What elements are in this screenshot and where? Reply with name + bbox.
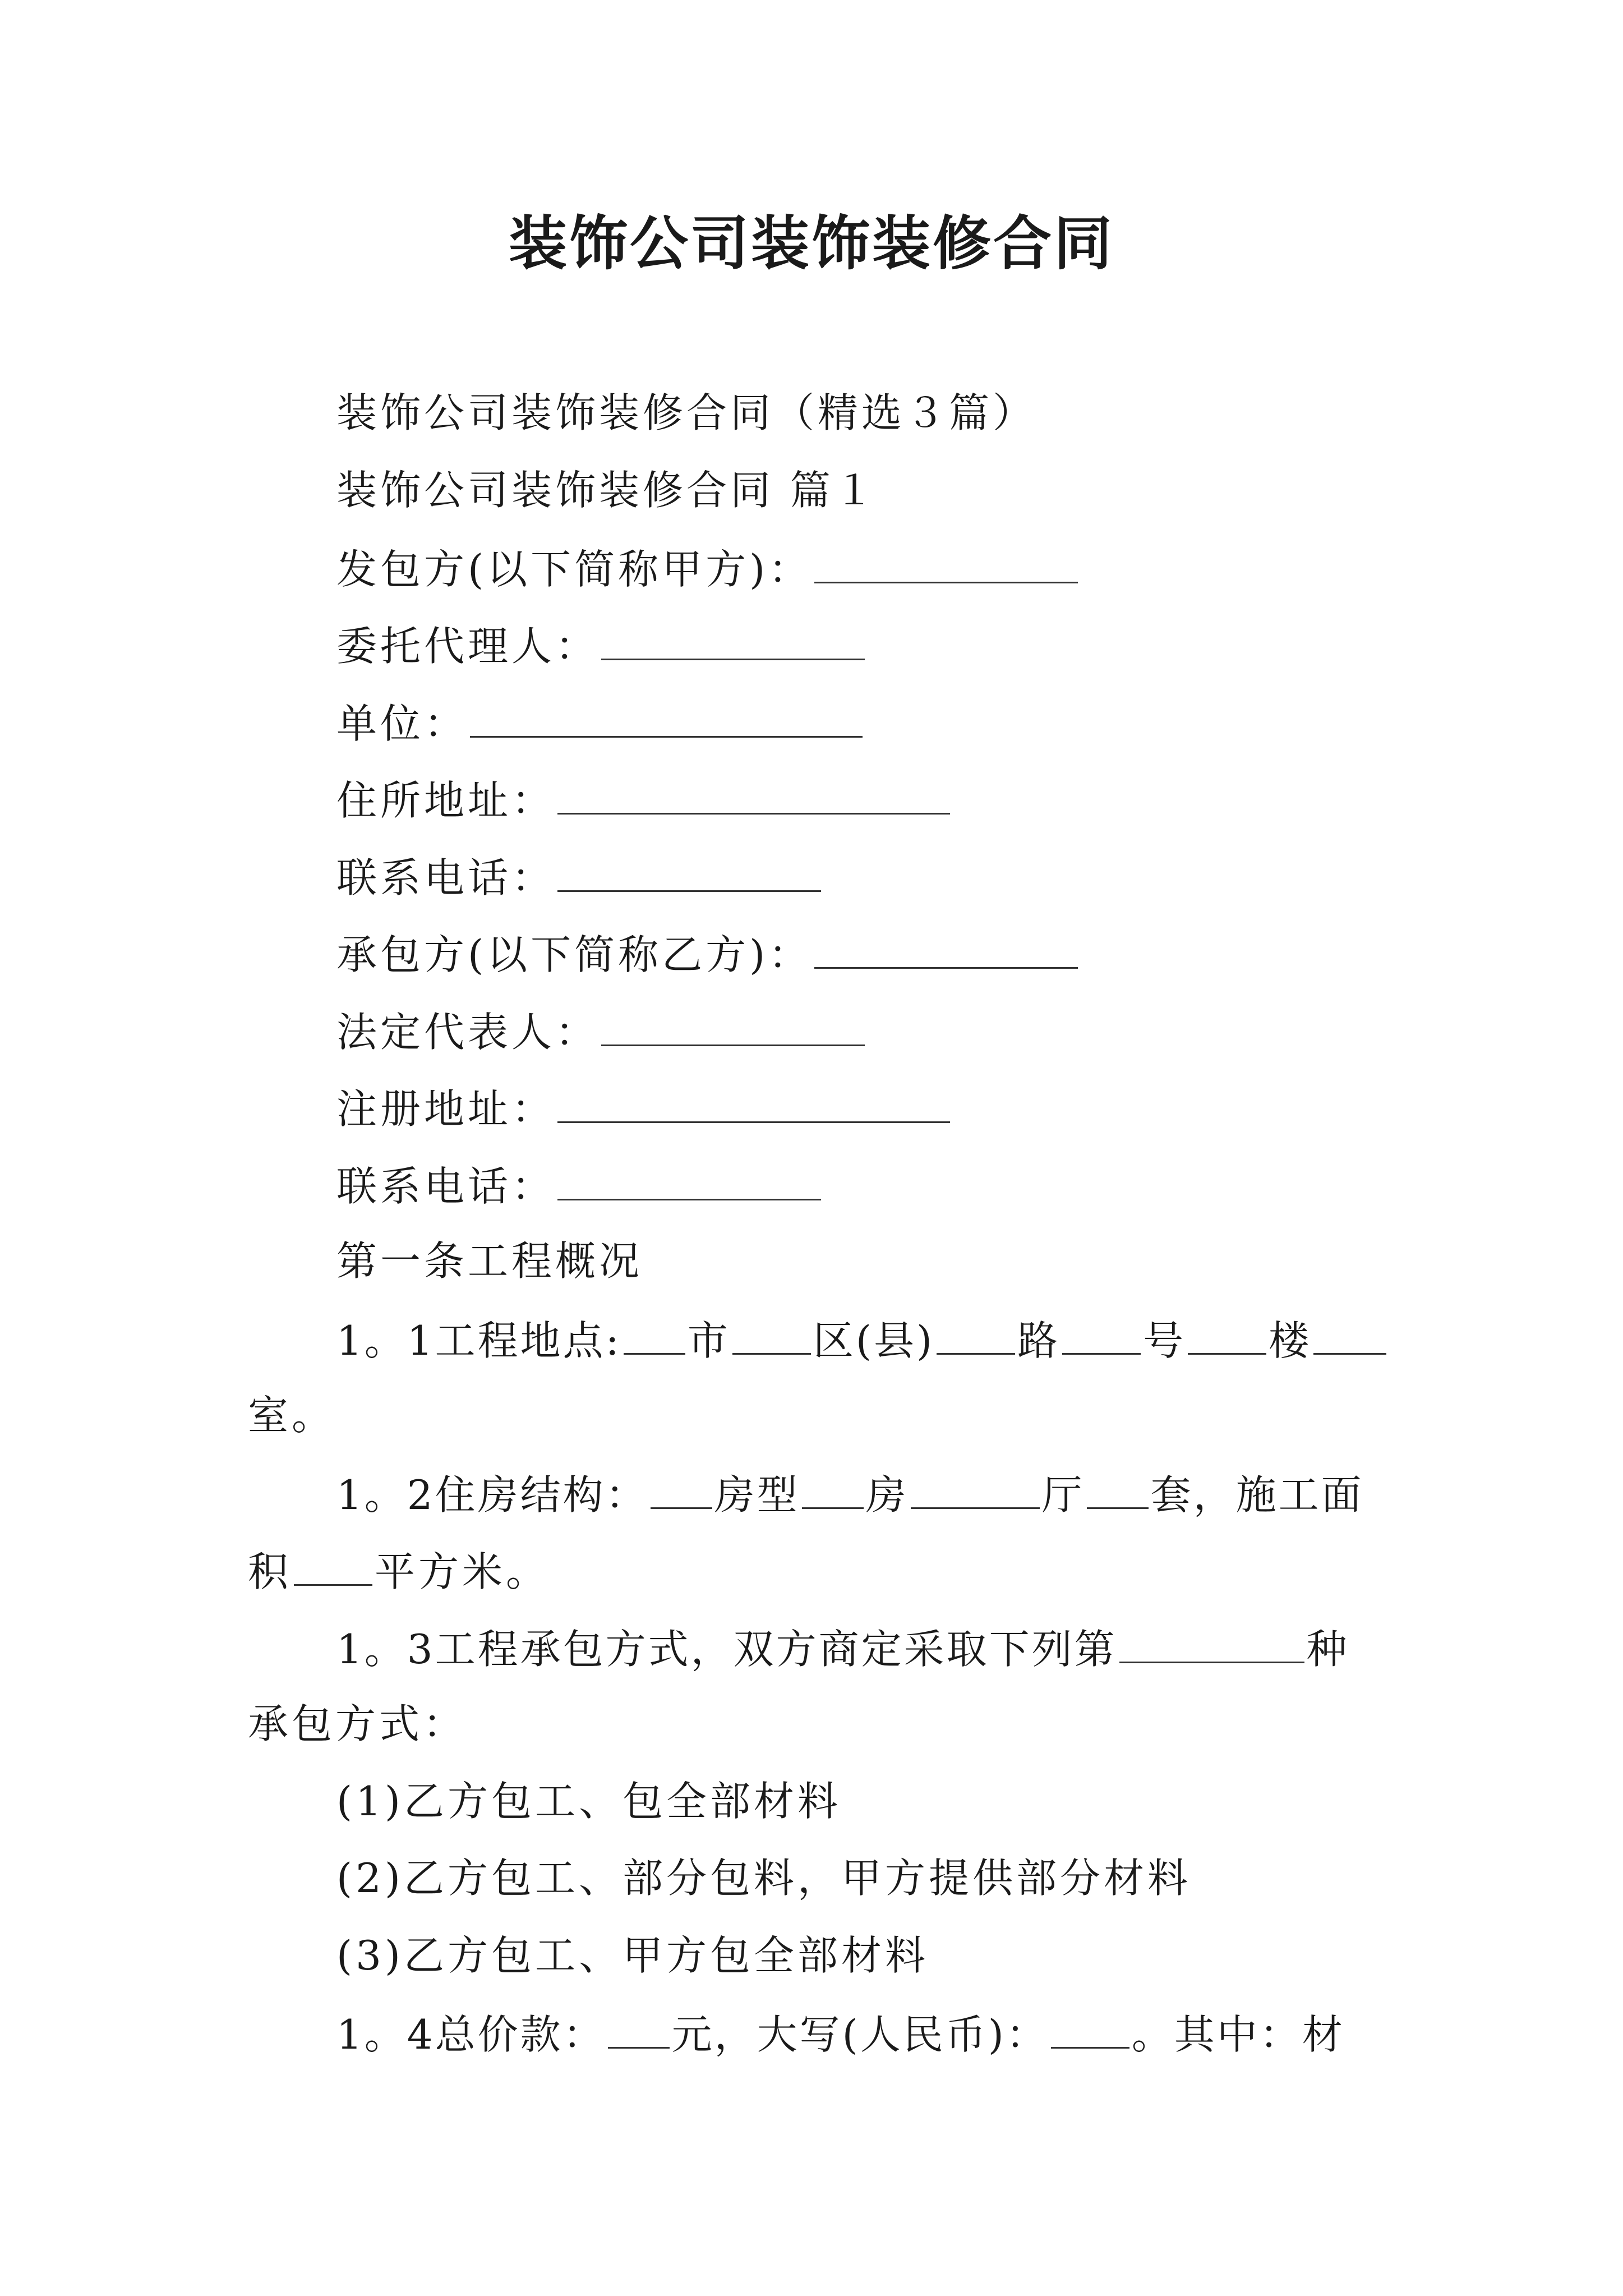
clause-1-2-line1 bbox=[336, 1471, 1380, 1519]
type-blank[interactable] bbox=[651, 1473, 712, 1509]
clause-1-1-line2: 室。 bbox=[248, 1392, 336, 1439]
suite-blank[interactable] bbox=[1087, 1473, 1149, 1509]
clause-1-4-line1 bbox=[336, 2011, 1380, 2058]
clause-1-2-prefix: 1。2住房结构： bbox=[336, 1471, 648, 1519]
party-a-line bbox=[336, 546, 1080, 593]
type-label: 房型 bbox=[714, 1471, 800, 1519]
unit-blank[interactable] bbox=[470, 701, 863, 738]
phone-b-blank[interactable] bbox=[557, 1164, 821, 1200]
clause-1-3-text: 1。3工程承包方式，双方商定采取下列第 bbox=[336, 1626, 1117, 1673]
phone-a-label: 联系电话： bbox=[336, 854, 556, 901]
road-blank[interactable] bbox=[937, 1318, 1015, 1355]
clause-1-4-tail: 。其中：材 bbox=[1131, 2011, 1345, 2058]
clause-1-1-line1 bbox=[336, 1317, 1380, 1364]
area-unit: 平方米。 bbox=[375, 1548, 550, 1595]
clause-1-3-line1 bbox=[336, 1626, 1380, 1673]
number-label: 号 bbox=[1143, 1317, 1186, 1364]
phone-a-blank[interactable] bbox=[557, 855, 821, 892]
option-2: (2)乙方包工、部分包料，甲方提供部分材料 bbox=[336, 1855, 1191, 1902]
clause-1-4-prefix: 1。4总价款： bbox=[336, 2011, 606, 2058]
option-3: (3)乙方包工、甲方包全部材料 bbox=[336, 1932, 929, 1979]
room-blank[interactable] bbox=[1313, 1318, 1386, 1355]
subtitle: 装饰公司装饰装修合同（精选３篇） bbox=[336, 389, 1037, 436]
party-b-label: 承包方(以下简称乙方)： bbox=[336, 931, 813, 978]
rep-blank[interactable] bbox=[601, 1010, 865, 1046]
area-blank[interactable] bbox=[294, 1549, 372, 1586]
reg-address-line bbox=[336, 1085, 952, 1133]
city-blank[interactable] bbox=[624, 1318, 685, 1355]
clause-1-3-suffix: 种 bbox=[1306, 1626, 1349, 1673]
agent-blank[interactable] bbox=[601, 624, 865, 660]
phone-b-line bbox=[336, 1163, 823, 1210]
district-blank[interactable] bbox=[732, 1318, 811, 1355]
rep-label: 法定代表人： bbox=[336, 1009, 600, 1056]
reg-address-label: 注册地址： bbox=[336, 1085, 556, 1133]
price-uppercase-blank[interactable] bbox=[1051, 2012, 1129, 2049]
suite-label: 套，施工面 bbox=[1150, 1471, 1364, 1519]
party-b-line bbox=[336, 931, 1080, 978]
price-blank[interactable] bbox=[608, 2012, 670, 2049]
rooms-blank[interactable] bbox=[802, 1473, 864, 1509]
option-1: (1)乙方包工、包全部材料 bbox=[336, 1778, 841, 1825]
building-label: 楼 bbox=[1269, 1317, 1312, 1364]
phone-a-line bbox=[336, 854, 823, 901]
unit-line bbox=[336, 700, 865, 747]
rooms-label: 房 bbox=[865, 1471, 909, 1519]
unit-label: 单位： bbox=[336, 700, 468, 747]
halls-blank[interactable] bbox=[911, 1473, 1040, 1509]
road-label: 路 bbox=[1017, 1317, 1061, 1364]
district-label: 区(县) bbox=[813, 1317, 935, 1364]
reg-address-blank[interactable] bbox=[557, 1087, 950, 1123]
clause-1-3-line2: 承包方式： bbox=[248, 1700, 467, 1747]
address-blank[interactable] bbox=[557, 778, 950, 815]
address-label: 住所地址： bbox=[336, 777, 556, 824]
city-label: 市 bbox=[687, 1317, 730, 1364]
party-b-blank[interactable] bbox=[814, 932, 1078, 969]
agent-line bbox=[336, 623, 867, 670]
method-blank[interactable] bbox=[1119, 1627, 1304, 1663]
rep-line bbox=[336, 1009, 867, 1056]
section-heading: 装饰公司装饰装修合同 篇１ bbox=[336, 467, 878, 514]
phone-b-label: 联系电话： bbox=[336, 1163, 556, 1210]
yuan-label: 元，大写(人民币)： bbox=[671, 2011, 1049, 2058]
area-label: 积 bbox=[248, 1548, 292, 1595]
document-title: 装饰公司装饰装修合同 bbox=[508, 209, 1114, 278]
clause-1-1-prefix: 1。1工程地点: bbox=[336, 1317, 621, 1364]
number-blank[interactable] bbox=[1062, 1318, 1141, 1355]
address-line bbox=[336, 777, 952, 824]
halls-label: 厅 bbox=[1041, 1471, 1085, 1519]
party-a-label: 发包方(以下简称甲方)： bbox=[336, 546, 813, 593]
party-a-blank[interactable] bbox=[814, 547, 1078, 583]
agent-label: 委托代理人： bbox=[336, 623, 600, 670]
building-blank[interactable] bbox=[1188, 1318, 1266, 1355]
clause-1-2-line2 bbox=[248, 1548, 550, 1595]
article1-heading: 第一条工程概况 bbox=[336, 1237, 643, 1285]
